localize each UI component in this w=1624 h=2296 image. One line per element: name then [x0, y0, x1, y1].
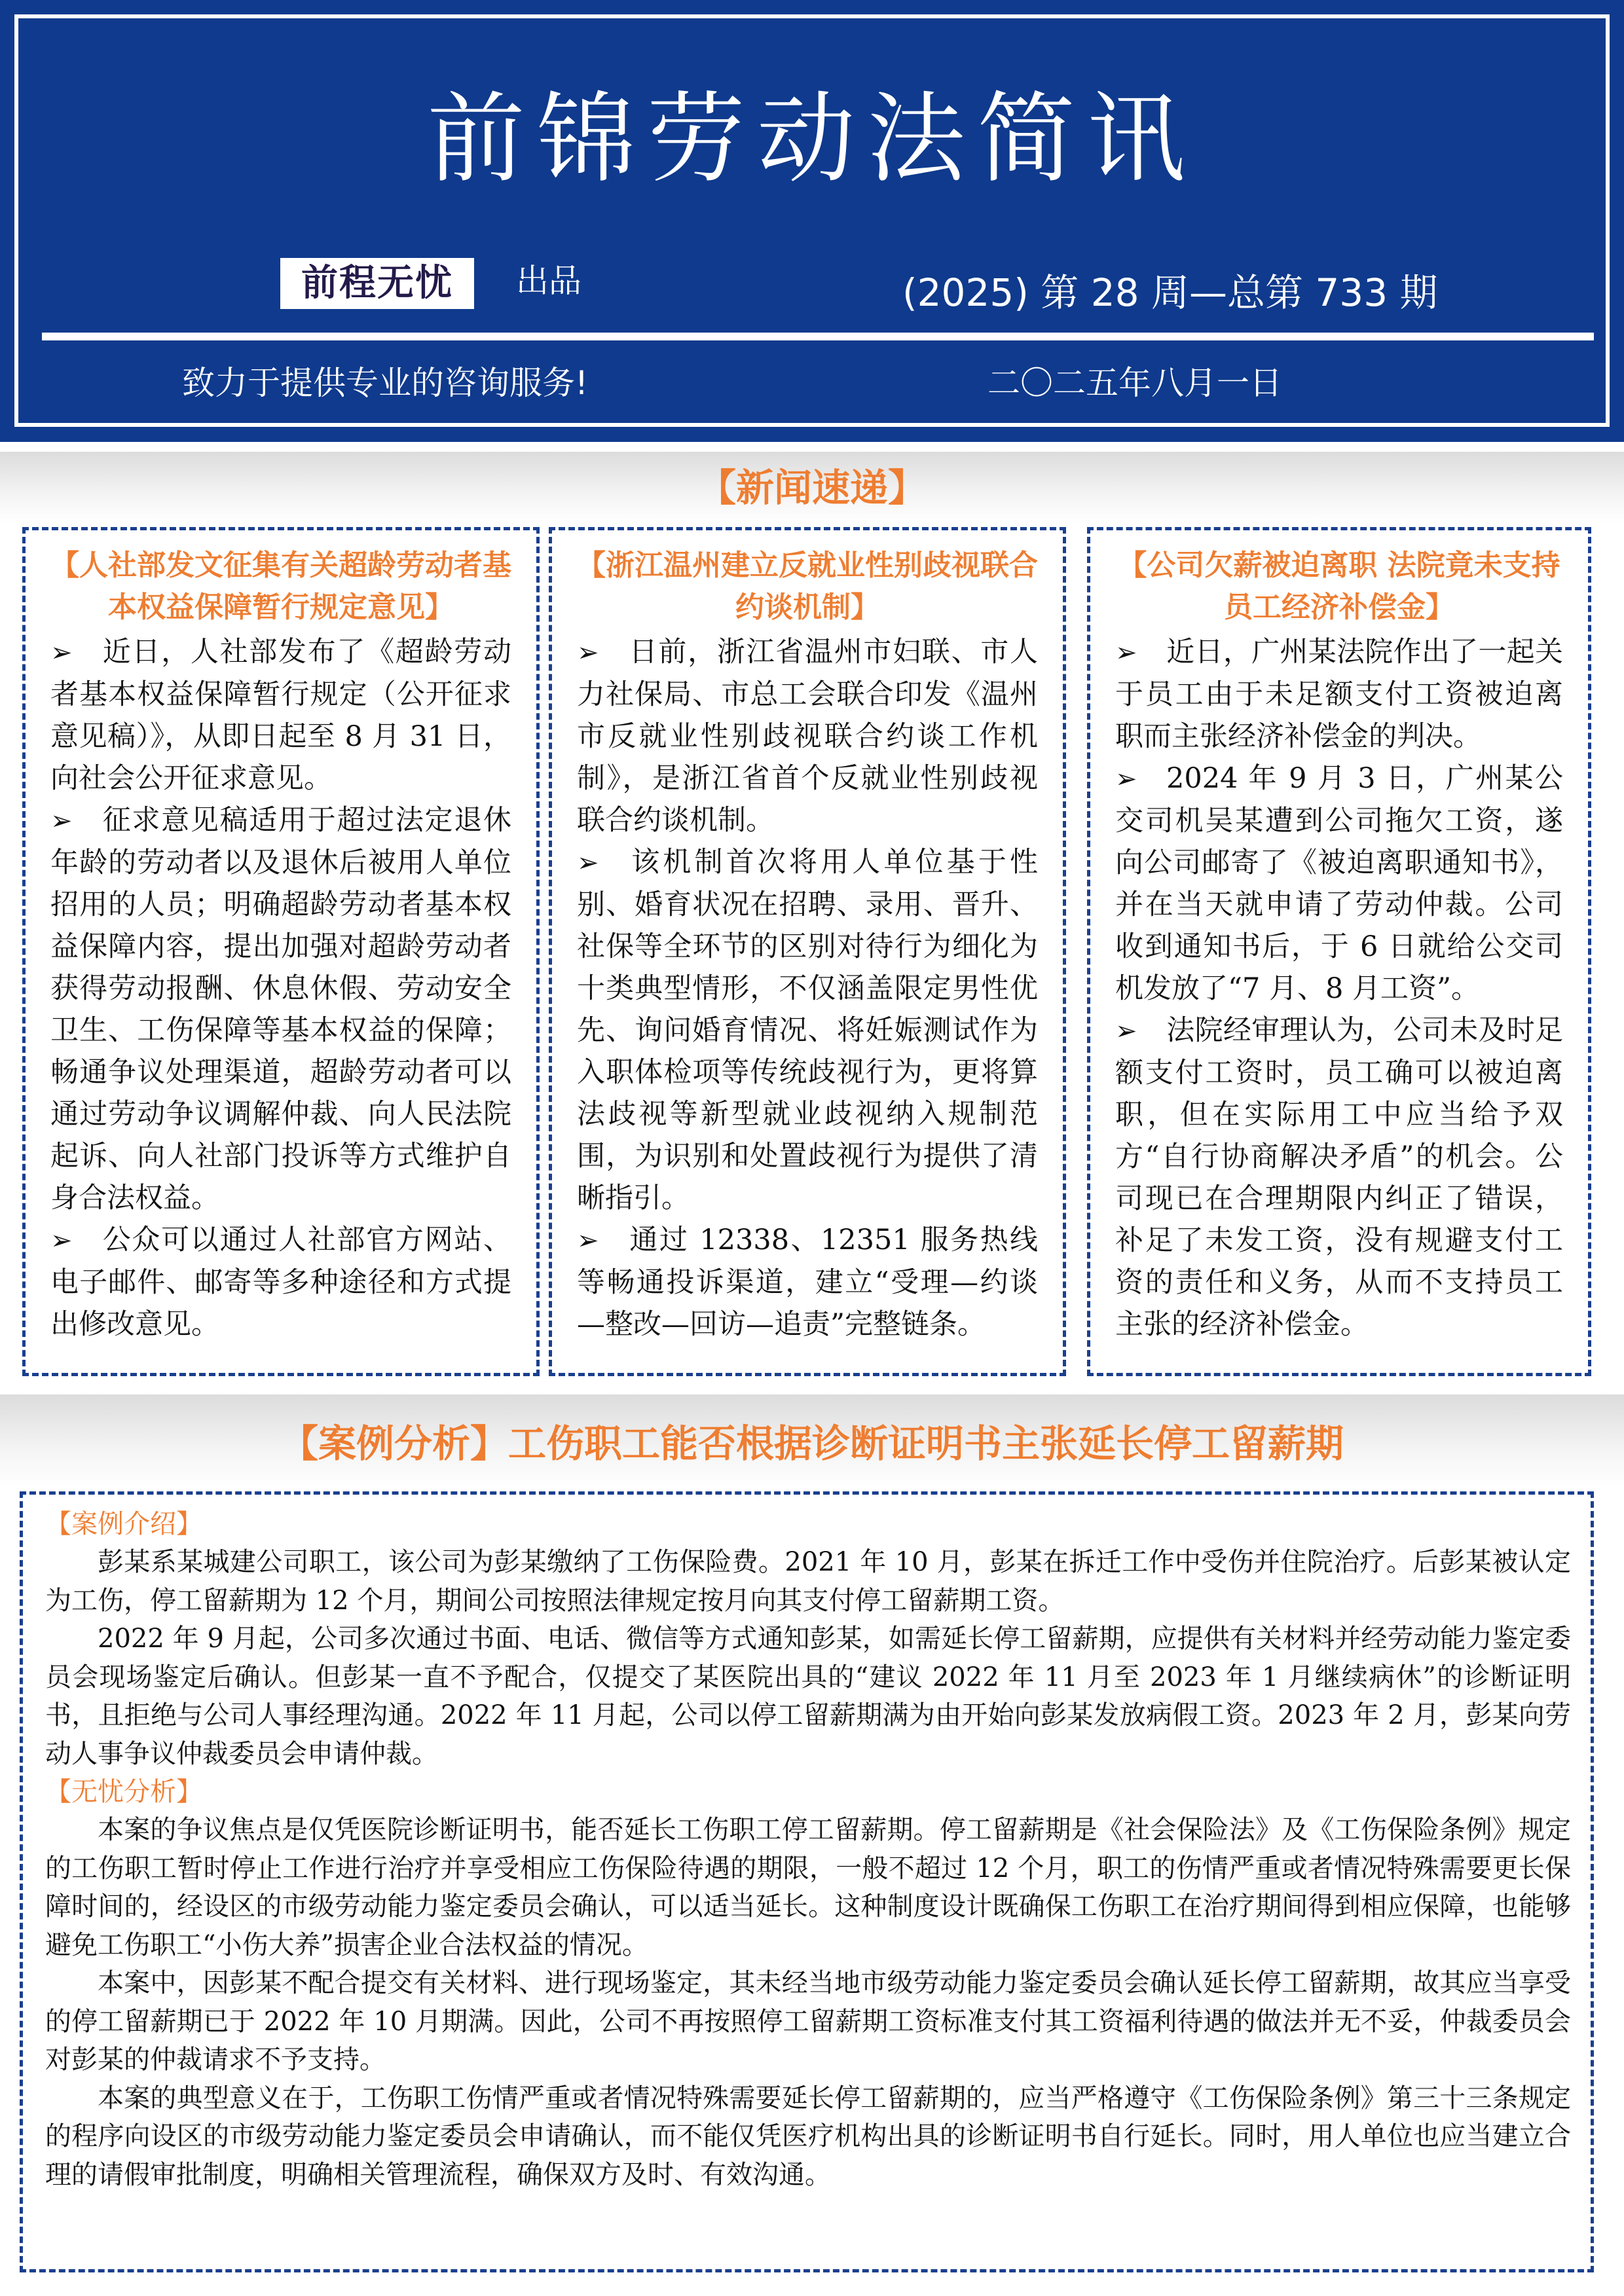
news-paragraph-text: 公众可以通过人社部官方网站、电子邮件、邮寄等多种途径和方式提出修改意见。	[50, 1224, 511, 1341]
arrow-bullet-icon: ➢	[1115, 638, 1137, 668]
arrow-bullet-icon: ➢	[577, 848, 599, 878]
arrow-bullet-icon: ➢	[577, 1226, 599, 1256]
news-paragraph-text: 2024 年 9 月 3 日，广州某公交司机吴某遭到公司拖欠工资，遂向公司邮寄了《被迫离职通知书》，并在当天就申请了劳动仲裁。公司收到通知书后，于 6 日就给公交司机发放了“7 月、8 月工资”。	[1115, 762, 1563, 1005]
case-section-band	[0, 1394, 1624, 1486]
news-paragraph	[1115, 1010, 1563, 1345]
publisher-logo: 前程无忧	[280, 258, 474, 309]
news-column-1	[22, 527, 540, 1376]
news-headline: 【浙江温州建立反就业性别歧视联合约谈机制】	[577, 549, 1038, 624]
news-paragraph	[577, 1219, 1038, 1345]
issue-number: (2025) 第 28 周—总第 733 期	[902, 270, 1438, 315]
masthead-divider	[42, 333, 1594, 340]
slogan: 致力于提供专业的咨询服务!	[182, 364, 589, 402]
analysis-paragraph: 本案的典型意义在于，工伤职工伤情严重或者情况特殊需要延长停工留薪期的，应当严格遵守《工伤保险条例》第三十三条规定的程序向设区的市级劳动能力鉴定委员会申请确认，而不能仅凭医疗机构出具的诊断证明书自行延长。同时，用人单位也应当建立合理的请假审批制度，明确相关管理流程，确保双方及时、有效沟通。	[45, 2083, 1571, 2190]
arrow-bullet-icon: ➢	[50, 806, 73, 836]
analysis-paragraph: 本案的争议焦点是仅凭医院诊断证明书，能否延长工伤职工停工留薪期。停工留薪期是《社会保险法》及《工伤保险条例》规定的工伤职工暂时停止工作进行治疗并享受相应工伤保险待遇的期限，一般不超过 12 个月，职工的伤情严重或者情况特殊需要更长保障时间的，经设区的市级劳动能力鉴定委员会确认，可以适当延长。这种制度设计既确保工伤职工在治疗期间得到相应保障，也能够避免工伤职工“小伤大养”损害企业合法权益的情况。	[45, 1815, 1571, 1960]
arrow-bullet-icon: ➢	[1115, 1016, 1137, 1046]
news-paragraph	[577, 841, 1038, 1219]
analysis-paragraph: 本案中，因彭某不配合提交有关材料、进行现场鉴定，其未经当地市级劳动能力鉴定委员会确认延长停工留薪期，故其应当享受的停工留薪期已于 2022 年 10 月期满。因此，公司不再按照停工留薪期工资标准支付其工资福利待遇的做法并无不妥，仲裁委员会对彭某的仲裁请求不予支持。	[45, 1968, 1571, 2075]
news-paragraph	[50, 1219, 511, 1345]
arrow-bullet-icon: ➢	[50, 638, 73, 668]
news-paragraph	[1115, 631, 1563, 757]
analysis-heading: 【无忧分析】	[45, 1777, 202, 1807]
news-paragraph-text: 征求意见稿适用于超过法定退休年龄的劳动者以及退休后被用人单位招用的人员；明确超龄劳动者基本权益保障内容，提出加强对超龄劳动者获得劳动报酬、休息休假、劳动安全卫生、工伤保障等基本权益的保障；畅通争议处理渠道，超龄劳动者可以通过劳动争议调解仲裁、向人民法院起诉、向人社部门投诉等方式维护自身合法权益。	[50, 804, 511, 1214]
news-headline: 【人社部发文征集有关超龄劳动者基本权益保障暂行规定意见】	[50, 549, 511, 624]
case-intro-heading: 【案例介绍】	[45, 1509, 202, 1539]
arrow-bullet-icon: ➢	[50, 1226, 73, 1256]
news-paragraph	[1115, 757, 1563, 1010]
case-analysis-box	[20, 1491, 1594, 2272]
news-paragraph-text: 法院经审理认为，公司未及时足额支付工资时，员工确可以被迫离职，但在实际用工中应当给予双方“自行协商解决矛盾”的机会。公司现已在合理期限内纠正了错误，补足了未发工资，没有规避支付工资的责任和义务，从而不支持员工主张的经济补偿金。	[1115, 1014, 1563, 1341]
masthead	[0, 0, 1624, 442]
news-paragraph-text: 该机制首次将用人单位基于性别、婚育状况在招聘、录用、晋升、社保等全环节的区别对待行为细化为十类典型情形，不仅涵盖限定男性优先、询问婚育情况、将妊娠测试作为入职体检项等传统歧视行为，更将算法歧视等新型就业歧视纳入规制范围，为识别和处置歧视行为提供了清晰指引。	[577, 846, 1038, 1214]
news-column-3	[1087, 527, 1591, 1376]
news-section-band	[0, 452, 1624, 524]
produced-by-label: 出品	[516, 262, 581, 300]
newsletter-title: 前锦劳动法简讯	[426, 82, 1197, 196]
news-paragraph-text: 近日，广州某法院作出了一起关于员工由于未足额支付工资被迫离职而主张经济补偿金的判决。	[1115, 636, 1563, 753]
news-section-title: 【新闻速递】	[697, 465, 926, 510]
news-paragraph	[50, 631, 511, 799]
case-intro-paragraph: 2022 年 9 月起，公司多次通过书面、电话、微信等方式通知彭某，如需延长停工留薪期，应提供有关材料并经劳动能力鉴定委员会现场鉴定后确认。但彭某一直不予配合，仅提交了某医院出具的“建议 2022 年 11 月至 2023 年 1 月继续病休”的诊断证明书，且拒绝与公司人事经理沟通。2022 年 11 月起，公司以停工留薪期满为由开始向彭某发放病假工资。2023 年 2 月，彭某向劳动人事争议仲裁委员会申请仲裁。	[45, 1624, 1571, 1769]
news-paragraph	[50, 799, 511, 1219]
issue-date: 二〇二五年八月一日	[987, 364, 1282, 402]
news-column-2	[549, 527, 1066, 1376]
news-headline: 【公司欠薪被迫离职 法院竟未支持员工经济补偿金】	[1118, 549, 1560, 624]
arrow-bullet-icon: ➢	[577, 638, 599, 668]
case-section-title: 【案例分析】工伤职工能否根据诊断证明书主张延长停工留薪期	[280, 1421, 1344, 1466]
news-paragraph-text: 通过 12338、12351 服务热线等畅通投诉渠道，建立“受理—约谈—整改—回访—追责”完整链条。	[577, 1224, 1038, 1341]
masthead-frame	[14, 14, 1610, 427]
news-paragraph-text: 日前，浙江省温州市妇联、市人力社保局、市总工会联合印发《温州市反就业性别歧视联合约谈工作机制》，是浙江省首个反就业性别歧视联合约谈机制。	[577, 636, 1038, 837]
news-paragraph	[577, 631, 1038, 841]
news-paragraph-text: 近日，人社部发布了《超龄劳动者基本权益保障暂行规定（公开征求意见稿）》，从即日起至 8 月 31 日，向社会公开征求意见。	[50, 636, 511, 795]
arrow-bullet-icon: ➢	[1115, 764, 1137, 794]
case-intro-paragraph: 彭某系某城建公司职工，该公司为彭某缴纳了工伤保险费。2021 年 10 月，彭某在拆迁工作中受伤并住院治疗。后彭某被认定为工伤，停工留薪期为 12 个月，期间公司按照法律规定按月向其支付停工留薪期工资。	[45, 1547, 1571, 1616]
